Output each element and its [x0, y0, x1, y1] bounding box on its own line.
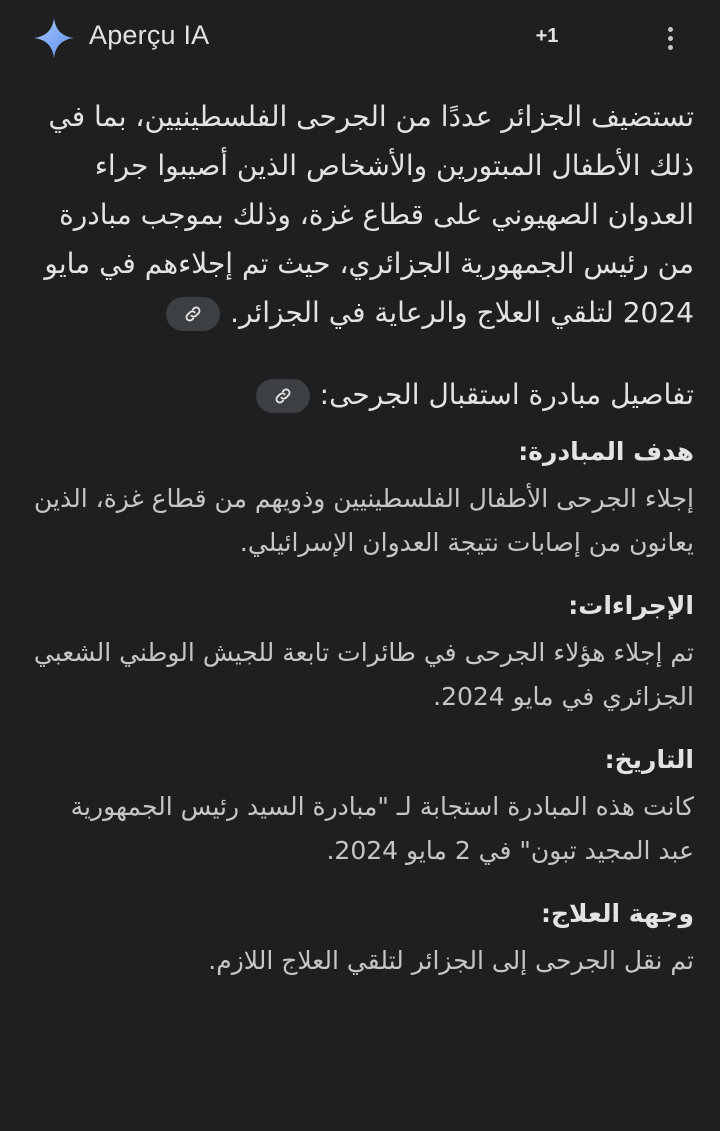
intro-paragraph: [28, 92, 694, 337]
detail-heading: التاريخ:: [604, 745, 694, 774]
detail-block-destination: [28, 895, 694, 983]
link-icon: [183, 304, 203, 324]
ai-overview-header: [0, 0, 720, 76]
detail-text: إجلاء الجرحى الأطفال الفلسطينيين وذويهم من قطاع غزة، الذين يعانون من إصابات نتيجة العدوان الإسرائيلي.: [34, 484, 694, 557]
detail-heading: هدف المبادرة:: [518, 437, 694, 466]
section-title-text: تفاصيل مبادرة استقبال الجرحى:: [319, 378, 694, 411]
detail-text: كانت هذه المبادرة استجابة لـ "مبادرة السيد رئيس الجمهورية عبد المجيد تبون" في 2 مايو 2024.: [70, 792, 694, 865]
ai-overview-content: [28, 92, 694, 1005]
intro-text: تستضيف الجزائر عددًا من الجرحى الفلسطينيين، بما في ذلك الأطفال المبتورين والأشخاص الذين أصيبوا جراء العدوان الصهيوني على قطاع غزة، وذلك بموجب مبادرة من رئيس الجمهورية الجزائري، حيث تم إجلاءهم في مايو 2024 لتلقي العلاج والرعاية في الجزائر.: [44, 100, 694, 329]
detail-block-goal: [28, 433, 694, 565]
link-icon: [273, 386, 293, 406]
source-count-button[interactable]: +1: [535, 25, 559, 47]
gemini-spark-icon: [32, 16, 76, 60]
detail-block-date: [28, 741, 694, 873]
more-vert-icon[interactable]: [648, 18, 692, 58]
detail-heading: الإجراءات:: [568, 591, 694, 620]
detail-text: تم نقل الجرحى إلى الجزائر لتلقي العلاج اللازم.: [208, 946, 694, 975]
section-link-button[interactable]: [256, 379, 310, 413]
source-link-button[interactable]: [166, 297, 220, 331]
header-title: Aperçu IA: [89, 20, 210, 50]
detail-heading: وجهة العلاج:: [541, 899, 694, 928]
detail-block-procedures: [28, 587, 694, 719]
section-title: [28, 375, 694, 415]
detail-text: تم إجلاء هؤلاء الجرحى في طائرات تابعة للجيش الوطني الشعبي الجزائري في مايو 2024.: [33, 638, 694, 711]
